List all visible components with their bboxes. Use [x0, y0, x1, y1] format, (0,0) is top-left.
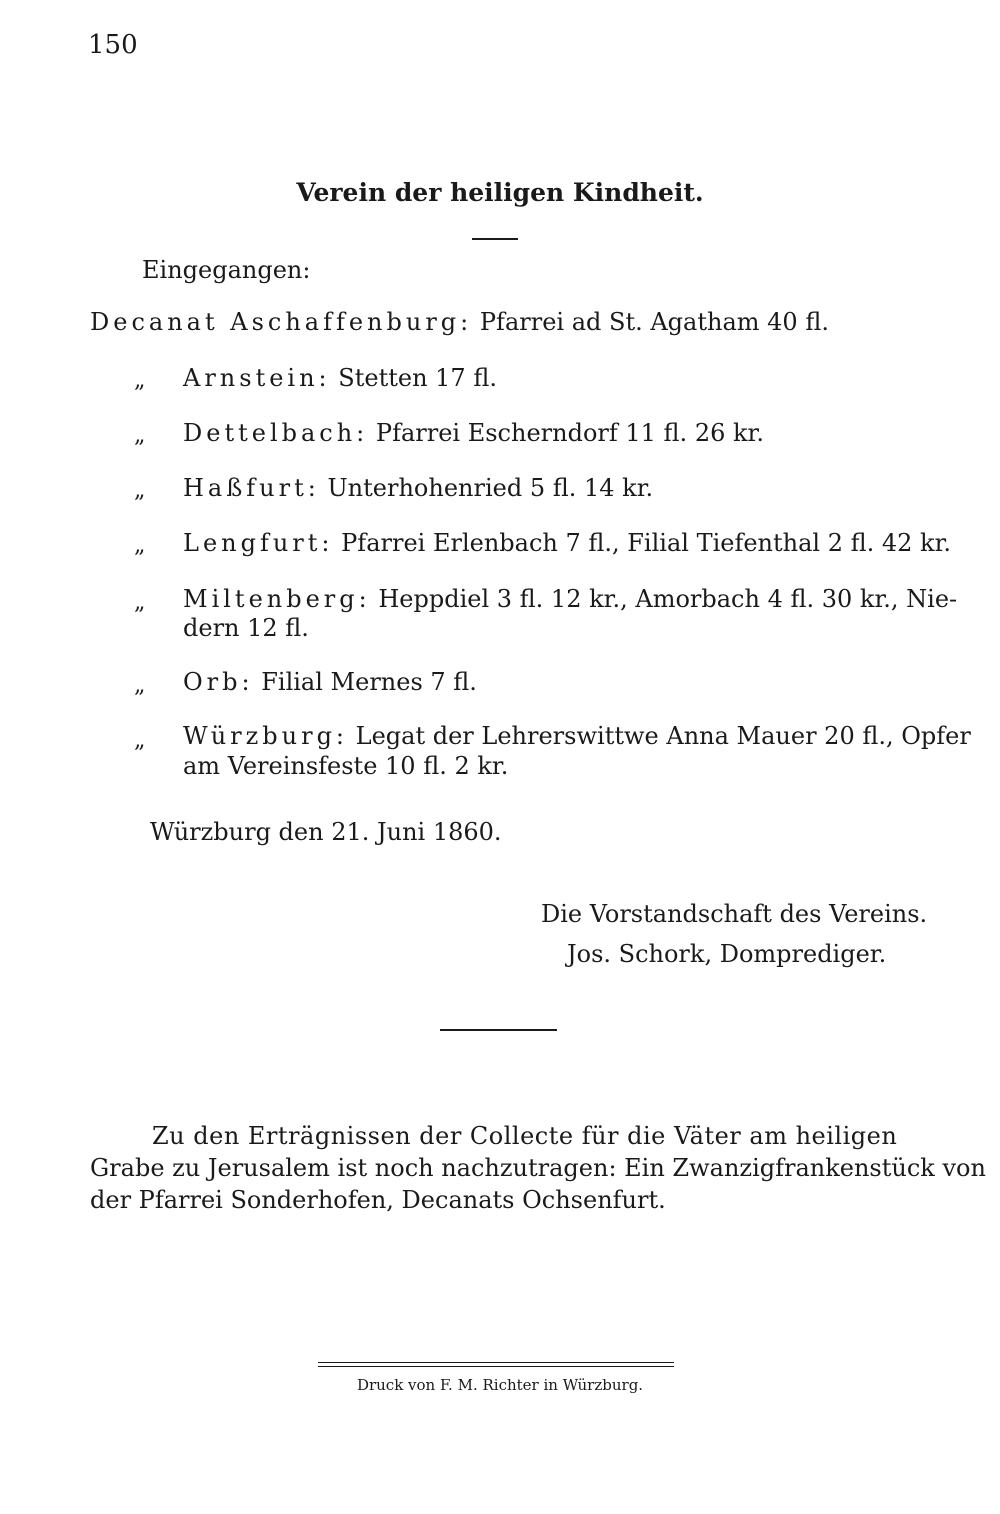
entry-5	[183, 585, 957, 613]
date-line: Würzburg den 21. Juni 1860.	[150, 818, 502, 846]
entry-text: Stetten 17 fl.	[338, 364, 497, 392]
ditto-mark: „	[134, 478, 146, 503]
entry-continuation: dern 12 fl.	[183, 614, 309, 642]
entry-text: Legat der Lehrerswittwe Anna Mauer 20 fl., Opfer	[355, 722, 971, 750]
entry-text: Unterhohenried 5 fl. 14 kr.	[327, 474, 654, 502]
entry-text: Heppdiel 3 fl. 12 kr., Amorbach 4 fl. 30 kr., Nie-	[378, 585, 958, 613]
entry-place: Decanat Aschaffenburg:	[90, 308, 473, 336]
footer-rule	[318, 1366, 674, 1367]
entry-4	[183, 529, 951, 557]
page-title: Verein der heiligen Kindheit.	[296, 178, 704, 207]
ditto-mark: „	[134, 590, 146, 615]
entry-place: Dettelbach:	[183, 419, 369, 447]
entry-place: Arnstein:	[183, 364, 331, 392]
signature-line-1: Die Vorstandschaft des Vereins.	[541, 900, 928, 928]
entry-place: Lengfurt:	[183, 529, 334, 557]
ditto-mark: „	[134, 533, 146, 558]
ditto-mark: „	[134, 423, 146, 448]
entry-1	[183, 364, 497, 392]
section-divider	[440, 1029, 557, 1031]
entry-6	[183, 668, 477, 696]
entry-place: Haßfurt:	[183, 474, 320, 502]
entry-place: Orb:	[183, 668, 254, 696]
entry-text: Filial Mernes 7 fl.	[261, 668, 477, 696]
ditto-mark: „	[134, 368, 146, 393]
paragraph-line: der Pfarrei Sonderhofen, Decanats Ochsenfurt.	[90, 1186, 666, 1214]
entry-0	[90, 308, 829, 336]
entry-place: Würzburg:	[183, 722, 349, 750]
footer-rule	[318, 1362, 674, 1363]
addendum-paragraph	[90, 1120, 986, 1216]
printer-imprint: Druck von F. M. Richter in Würzburg.	[356, 1376, 644, 1394]
entry-2	[183, 419, 764, 447]
paragraph-line: Grabe zu Jerusalem ist noch nachzutragen: Ein Zwanzigfrankenstück von	[90, 1154, 986, 1182]
signature-line-2: Jos. Schork, Domprediger.	[567, 940, 887, 968]
entry-text: Pfarrei Escherndorf 11 fl. 26 kr.	[375, 419, 764, 447]
entry-continuation: am Vereinsfeste 10 fl. 2 kr.	[183, 752, 509, 780]
ditto-mark: „	[134, 673, 146, 698]
ditto-mark: „	[134, 728, 146, 753]
entry-text: Pfarrei Erlenbach 7 fl., Filial Tiefenthal 2 fl. 42 kr.	[341, 529, 952, 557]
entry-7	[183, 722, 971, 750]
title-divider	[472, 238, 518, 240]
entry-place: Miltenberg:	[183, 585, 371, 613]
page-number: 150	[88, 30, 138, 60]
paragraph-line: Zu den Erträgnissen der Collecte für die Väter am heiligen	[152, 1122, 898, 1150]
received-label: Eingegangen:	[142, 256, 311, 284]
entry-3	[183, 474, 653, 502]
entry-text: Pfarrei ad St. Agatham 40 fl.	[479, 308, 829, 336]
